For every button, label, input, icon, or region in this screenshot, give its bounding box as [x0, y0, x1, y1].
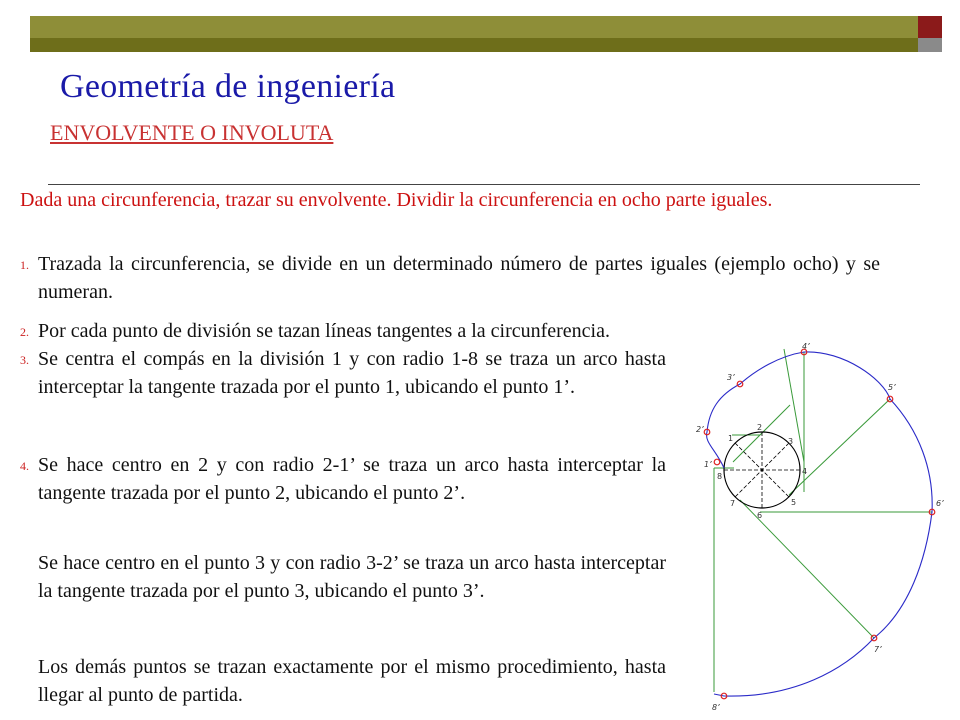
label-outer-1: 1’ [704, 460, 712, 469]
step-text: Se hace centro en el punto 3 y con radio 3-2’ se traza un arco hasta interceptar la tangente trazada por el punto 3, ubicando el punto 3’. [38, 552, 666, 602]
label-inner-8: 8 [717, 472, 723, 481]
divider-line [48, 184, 920, 185]
step-1 [20, 250, 880, 306]
label-inner-2: 2 [757, 423, 763, 432]
step-text: Los demás puntos se trazan exactamente por el mismo procedimiento, hasta llegar al punto de partida. [38, 656, 666, 706]
label-outer-7: 7’ [874, 645, 882, 654]
label-inner-1: 1 [728, 434, 734, 443]
step-text: Se centra el compás en la división 1 y con radio 1-8 se traza un arco hasta interceptar la tangente trazada por el punto 1, ubicando el punto 1’. [38, 348, 666, 398]
header-bar-olive [30, 16, 918, 38]
label-inner-5: 5 [791, 498, 797, 507]
step-4 [20, 451, 666, 507]
step-number: 2. [20, 325, 29, 339]
label-outer-2: 2’ [696, 425, 704, 434]
label-inner-7: 7 [730, 499, 736, 508]
header-corner-gray [918, 38, 942, 52]
step-6 [38, 653, 666, 709]
tangent-lines [714, 349, 932, 692]
step-number: 3. [20, 353, 29, 367]
step-number: 4. [20, 459, 29, 473]
header-corner-red [918, 16, 942, 38]
involute-figure [694, 340, 950, 720]
label-outer-5: 5’ [888, 383, 896, 392]
step-text: Trazada la circunferencia, se divide en un determinado número de partes iguales (ejemplo ocho) y se numeran. [38, 253, 880, 303]
label-outer-8: 8’ [712, 703, 720, 712]
label-outer-6: 6’ [936, 499, 944, 508]
involute-curve [707, 352, 933, 696]
section-subtitle: ENVOLVENTE O INVOLUTA [50, 120, 334, 145]
label-inner-6: 6 [757, 511, 763, 520]
step-text: Por cada punto de división se tazan líneas tangentes a la circunferencia. [38, 320, 610, 342]
label-outer-4: 4’ [802, 342, 810, 351]
step-text: Se hace centro en 2 y con radio 2-1’ se traza un arco hasta interceptar la tangente trazada por el punto 2, ubicando el punto 2’. [38, 454, 666, 504]
label-outer-3: 3’ [727, 373, 735, 382]
outer-labels [696, 342, 944, 712]
page-title: Geometría de ingeniería [60, 68, 396, 105]
step-3 [20, 345, 666, 401]
points [704, 349, 935, 699]
step-number: 1. [20, 258, 29, 272]
intro-text: Dada una circunferencia, trazar su envolvente. Dividir la circunferencia en ocho parte iguales. [20, 189, 773, 211]
label-inner-3: 3 [788, 437, 794, 446]
header-bar-dark [30, 38, 918, 52]
step-5 [38, 549, 666, 605]
label-inner-4: 4 [802, 467, 808, 476]
